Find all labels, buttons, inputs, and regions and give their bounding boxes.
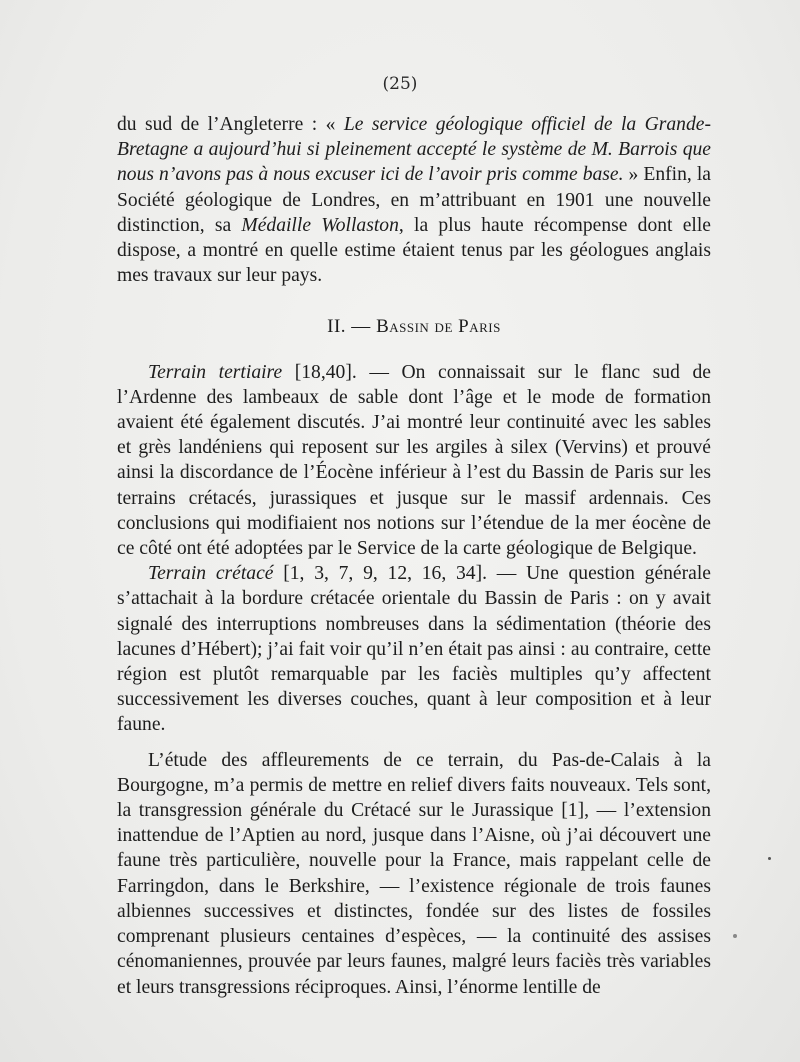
paper-speck (768, 857, 771, 860)
section-numeral: II. — (327, 316, 377, 338)
reference-list: [1, 3, 7, 9, 12, 16, 34] (273, 563, 483, 585)
paper-speck (733, 934, 737, 938)
text-run: » (623, 164, 639, 186)
text-run: , la plus haute récompense dont elle dispose, a montré en quelle estime étaient tenus par les géologues anglais mes travaux sur leur pays. (117, 214, 711, 287)
paragraph-angleterre (117, 112, 711, 288)
section-title: Bassin de Paris (376, 316, 501, 338)
page-number: (25) (382, 74, 418, 94)
text-run: . — Une question générale s’attachait à la bordure crétacée orientale du Bassin de Paris : on y avait signalé des interruptions nombreuses dans la sédimentation (théorie des lacunes d’Hébert); j’ai fait voir qu’il n’en était pas ainsi : au contraire, cette région est plutôt remarquable par les faciès multiples qu’y affectent successivement les diverses couches, quant à leur composition et à leur faune. (117, 563, 711, 736)
italic-medal-name: Médaille Wollaston (241, 214, 399, 236)
paragraph-label: Terrain crétacé (148, 563, 274, 585)
reference-list: [18,40] (282, 361, 352, 383)
section-heading (117, 314, 711, 339)
text-run: L’étude des affleurements de ce terrain, du Pas-de-Calais à la Bourgogne, m’a permis de mettre en relief divers faits nouveaux. Tels sont, la transgression générale du Crétacé sur le Jurassique [1], — l’extension inattendue de l’Aptien au nord, jusque dans l’Aisne, où j’ai découvert une faune très particulière, nouvelle pour la France, mais rappelant celle de Farringdon, dans le Berkshire, — l’existence régionale de trois faunes albiennes successives et distinctes, fondée sur des listes de fossiles comprenant plusieurs centaines d’espèces, — la continuité des assises cénomaniennes, prouvée par leurs faunes, malgré leurs faciès très variables et leurs transgressions réciproques. Ainsi, l’énorme lentille de (117, 749, 711, 998)
text-run: Enfin, la Société géologique de Londres, en m’attribuant en 1901 une nouvelle distinction, sa (117, 164, 712, 236)
paragraph-terrain-tertiaire (117, 360, 711, 562)
page-body (117, 112, 711, 1000)
text-run: du sud de l’Angleterre : « (117, 114, 344, 135)
italic-quote: Le service géologique officiel de la Grande-Bretagne a aujourd’hui si pleinement accepté le système de M. Barrois que nous n’avons pas à nous excuser ici de l’avoir pris comme base. (117, 114, 711, 186)
text-run: . — On connaissait sur le flanc sud de l’Ardenne des lambeaux de sable dont l’âge et le mode de formation avaient été également discutés. J’ai montré leur continuité avec les sables et grès landéniens qui reposent sur les argiles à silex (Vervins) et prouvé ainsi la discordance de l’Éocène inférieur à l’est du Bassin de Paris sur les terrains crétacés, jurassiques et jusque sur le massif ardennais. Ces conclusions qui modifiaient nos notions sur l’étendue de la mer éocène de ce côté ont été adoptées par le Service de la carte géologique de Belgique. (117, 361, 711, 560)
paragraph-affleurements (117, 748, 711, 1000)
paragraph-terrain-cretace (117, 561, 711, 737)
paragraph-label: Terrain tertiaire (148, 361, 283, 383)
